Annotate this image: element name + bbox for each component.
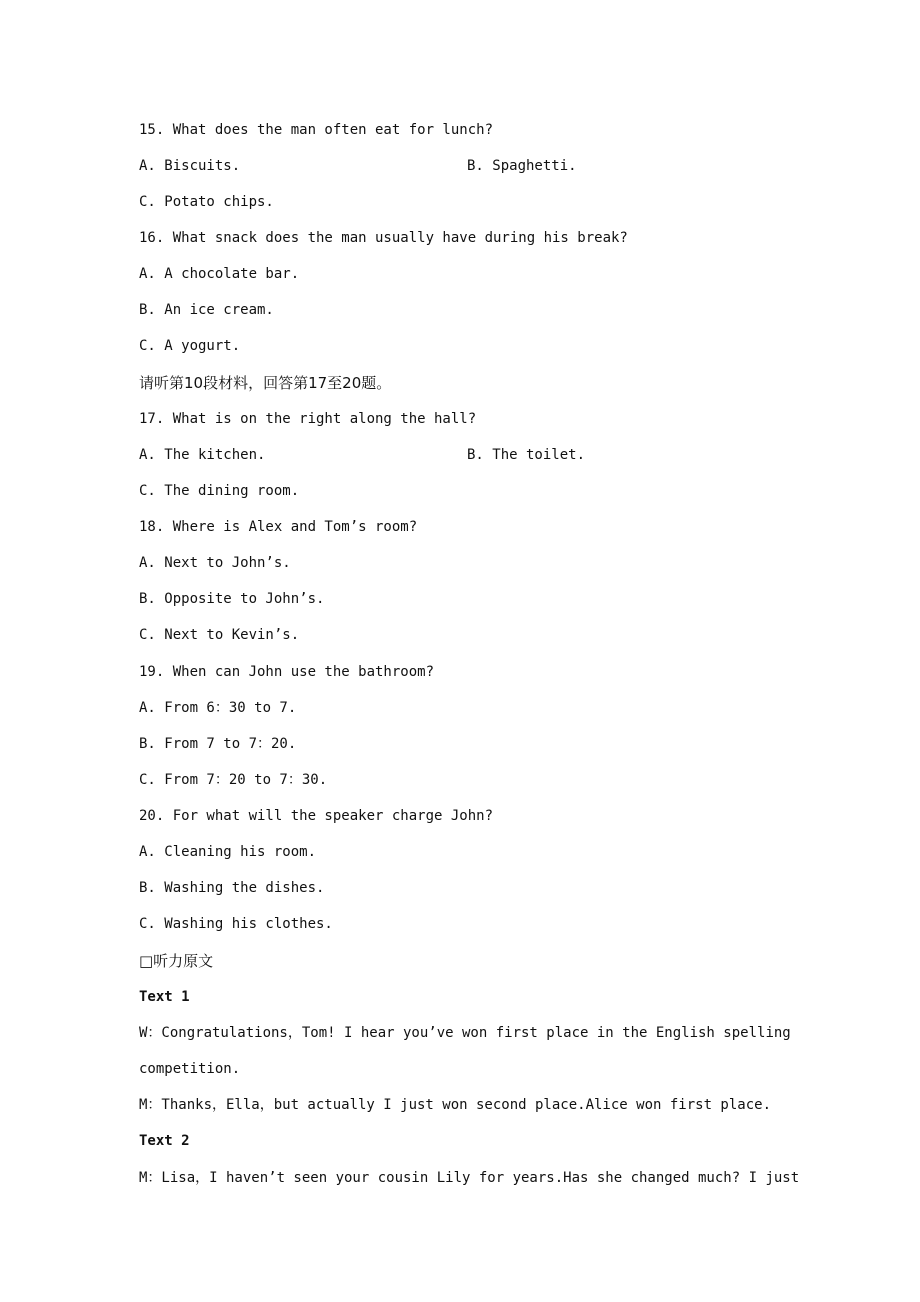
option-16a: A. A chocolate bar.: [139, 266, 300, 282]
question-16: 16. What snack does the man usually have during his break?: [139, 230, 628, 246]
option-18c: C. Next to Kevin’s.: [139, 627, 300, 643]
option-17a: A. The kitchen.: [139, 447, 266, 463]
question-17: 17. What is on the right along the hall?: [139, 411, 477, 427]
text1-title: Text 1: [139, 989, 190, 1005]
question-15: 15. What does the man often eat for lunch?: [139, 122, 494, 138]
option-19b: B. From 7 to 7：20.: [139, 736, 297, 752]
option-15b: B. Spaghetti.: [467, 158, 577, 174]
transcript-heading: □听力原文: [139, 952, 214, 970]
option-19c: C. From 7：20 to 7：30.: [139, 772, 328, 788]
text2-line1: M：Lisa，I haven’t seen your cousin Lily for years.Has she changed much? I just: [139, 1170, 800, 1186]
option-18a: A. Next to John’s.: [139, 555, 291, 571]
text1-line2: competition.: [139, 1061, 241, 1077]
option-19a: A. From 6：30 to 7.: [139, 700, 297, 716]
text2-title: Text 2: [139, 1133, 190, 1149]
option-15a: A. Biscuits.: [139, 158, 241, 174]
option-20b: B. Washing the dishes.: [139, 880, 325, 896]
question-19: 19. When can John use the bathroom?: [139, 664, 435, 680]
option-20c: C. Washing his clothes.: [139, 916, 333, 932]
option-18b: B. Opposite to John’s.: [139, 591, 325, 607]
question-18: 18. Where is Alex and Tom’s room?: [139, 519, 418, 535]
section-instruction: 请听第10段材料，回答第17至20题。: [139, 374, 392, 392]
text1-line1: W：Congratulations，Tom! I hear you’ve won first place in the English spelling: [139, 1025, 791, 1041]
option-17b: B. The toilet.: [467, 447, 586, 463]
question-20: 20. For what will the speaker charge John?: [139, 808, 494, 824]
option-16c: C. A yogurt.: [139, 338, 241, 354]
text1-line3: M：Thanks，Ella，but actually I just won second place.Alice won first place.: [139, 1097, 772, 1113]
option-20a: A. Cleaning his room.: [139, 844, 317, 860]
option-16b: B. An ice cream.: [139, 302, 274, 318]
option-17c: C. The dining room.: [139, 483, 300, 499]
option-15c: C. Potato chips.: [139, 194, 274, 210]
